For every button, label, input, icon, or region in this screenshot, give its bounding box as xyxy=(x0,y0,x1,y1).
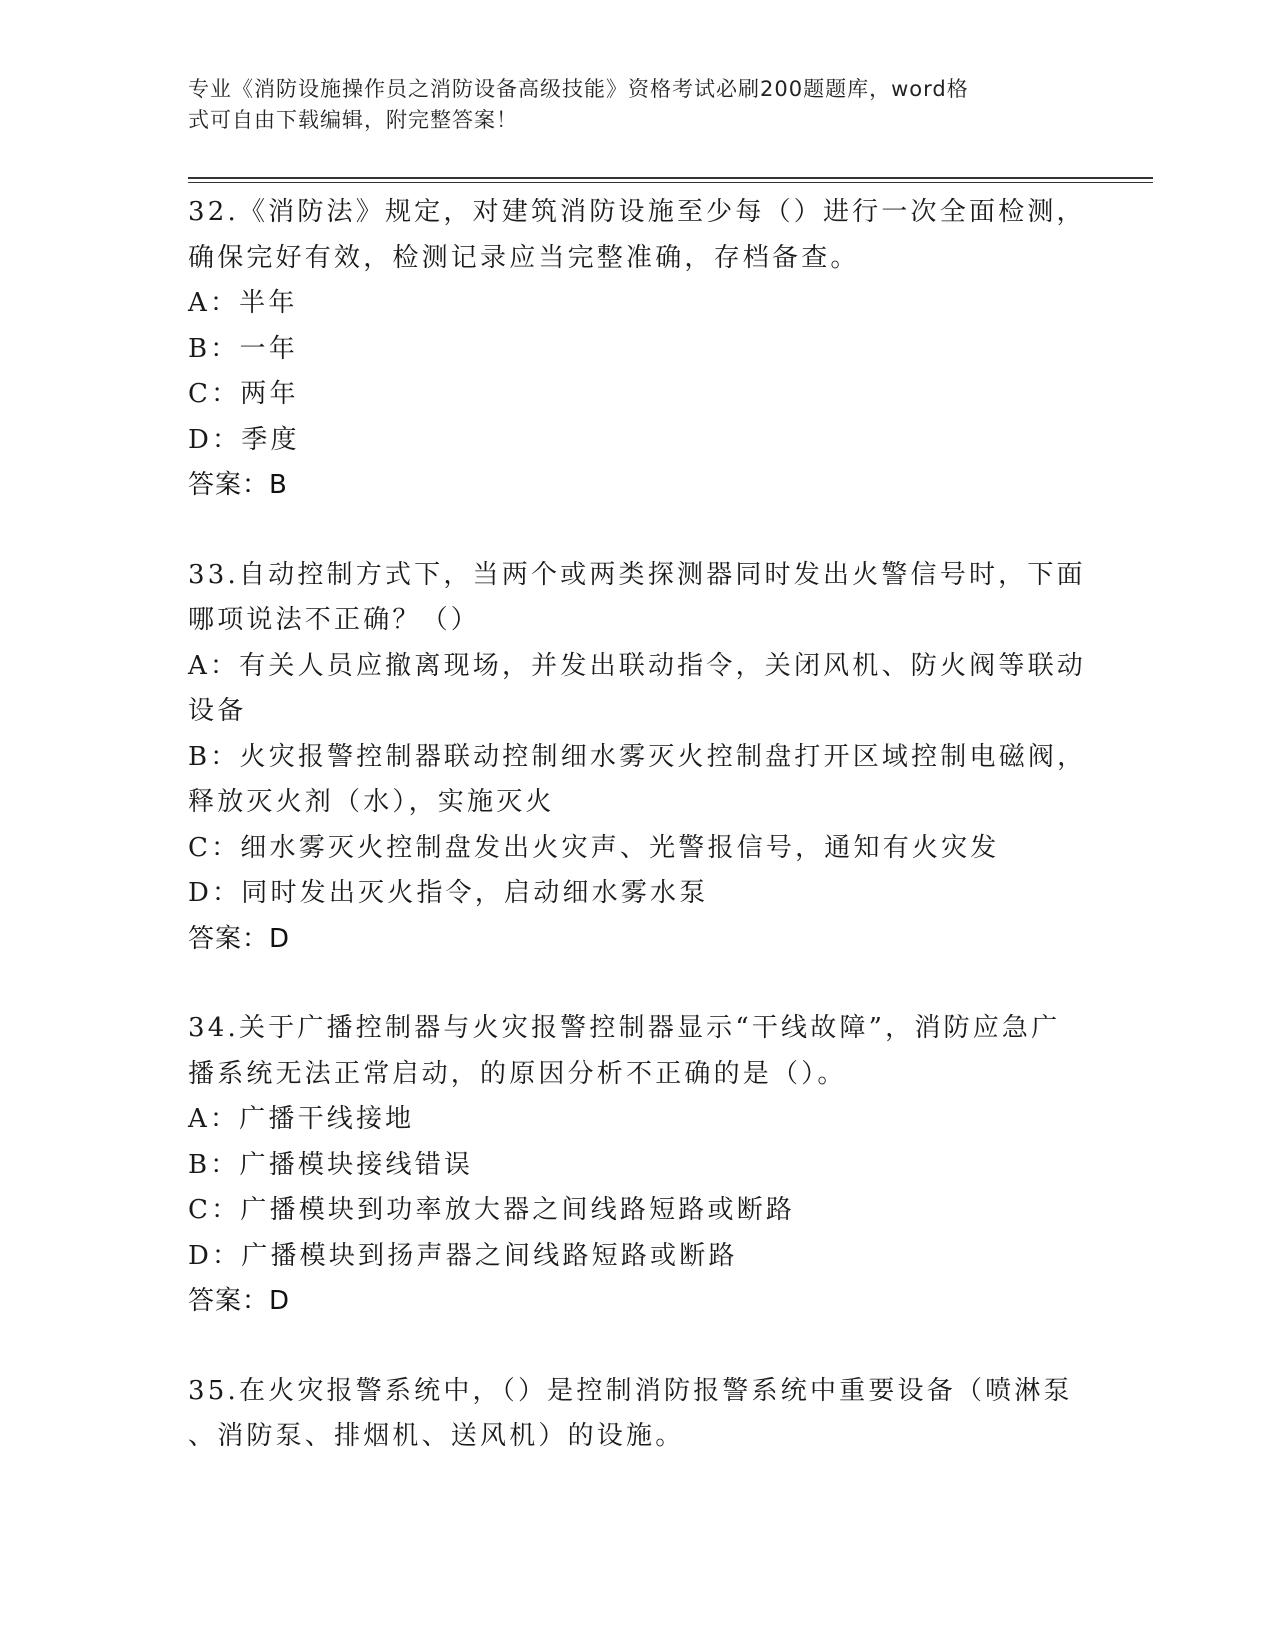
question-text: 33.自动控制方式下，当两个或两类探测器同时发出火警信号时，下面 xyxy=(188,559,1086,590)
option-a: A：半年 xyxy=(188,288,298,318)
option-a: A：广播干线接地 xyxy=(188,1104,415,1134)
option-d: D：同时发出灭火指令，启动细水雾水泵 xyxy=(188,878,709,908)
header-divider-bottom xyxy=(188,182,1153,183)
option-b: B：一年 xyxy=(188,333,298,364)
option-d: D：广播模块到扬声器之间线路短路或断路 xyxy=(188,1240,738,1271)
answer-text: 答案：B xyxy=(188,470,288,500)
option-a-continued: 设备 xyxy=(188,696,247,726)
option-c: C：细水雾灭火控制盘发出火灾声、光警报信号，通知有火灾发 xyxy=(188,832,1000,863)
option-b: B：广播模块接线错误 xyxy=(188,1149,474,1180)
option-c: C：两年 xyxy=(188,379,299,409)
document-header xyxy=(188,74,1068,136)
question-item xyxy=(188,1006,1088,1325)
option-b-continued: 释放灭火剂（水），实施灭火 xyxy=(188,787,555,817)
question-text: 、消防泵、排烟机、送风机）的设施。 xyxy=(188,1421,685,1451)
answer-text: 答案：D xyxy=(188,923,291,954)
header-line-1: 专业《消防设施操作员之消防设备高级技能》资格考试必刷200题题库，word格 xyxy=(188,77,969,101)
question-text: 32.《消防法》规定，对建筑消防设施至少每（）进行一次全面检测， xyxy=(188,197,1086,227)
header-line-2: 式可自由下载编辑，附完整答案！ xyxy=(188,108,518,132)
question-text: 播系统无法正常启动，的原因分析不正确的是（）。 xyxy=(188,1058,847,1089)
option-d: D：季度 xyxy=(188,424,300,455)
question-list xyxy=(188,190,1088,1504)
question-text: 35.在火灾报警系统中，（）是控制消防报警系统中重要设备（喷淋泵 xyxy=(188,1375,1073,1406)
answer-text: 答案：D xyxy=(188,1286,291,1316)
option-c: C：广播模块到功率放大器之间线路短路或断路 xyxy=(188,1195,796,1225)
question-item xyxy=(188,190,1088,509)
question-text: 哪项说法不正确？（） xyxy=(188,605,481,635)
question-item xyxy=(188,553,1088,963)
option-b: B：火灾报警控制器联动控制细水雾灭火控制盘打开区域控制电磁阀， xyxy=(188,741,1087,772)
question-item xyxy=(188,1369,1088,1460)
question-text: 34.关于广播控制器与火灾报警控制器显示“干线故障”，消防应急广 xyxy=(188,1013,1061,1043)
option-a: A：有关人员应撤离现场，并发出联动指令，关闭风机、防火阀等联动 xyxy=(188,650,1086,681)
header-divider-top xyxy=(188,177,1153,179)
question-text: 确保完好有效，检测记录应当完整准确，存档备查。 xyxy=(188,242,860,273)
